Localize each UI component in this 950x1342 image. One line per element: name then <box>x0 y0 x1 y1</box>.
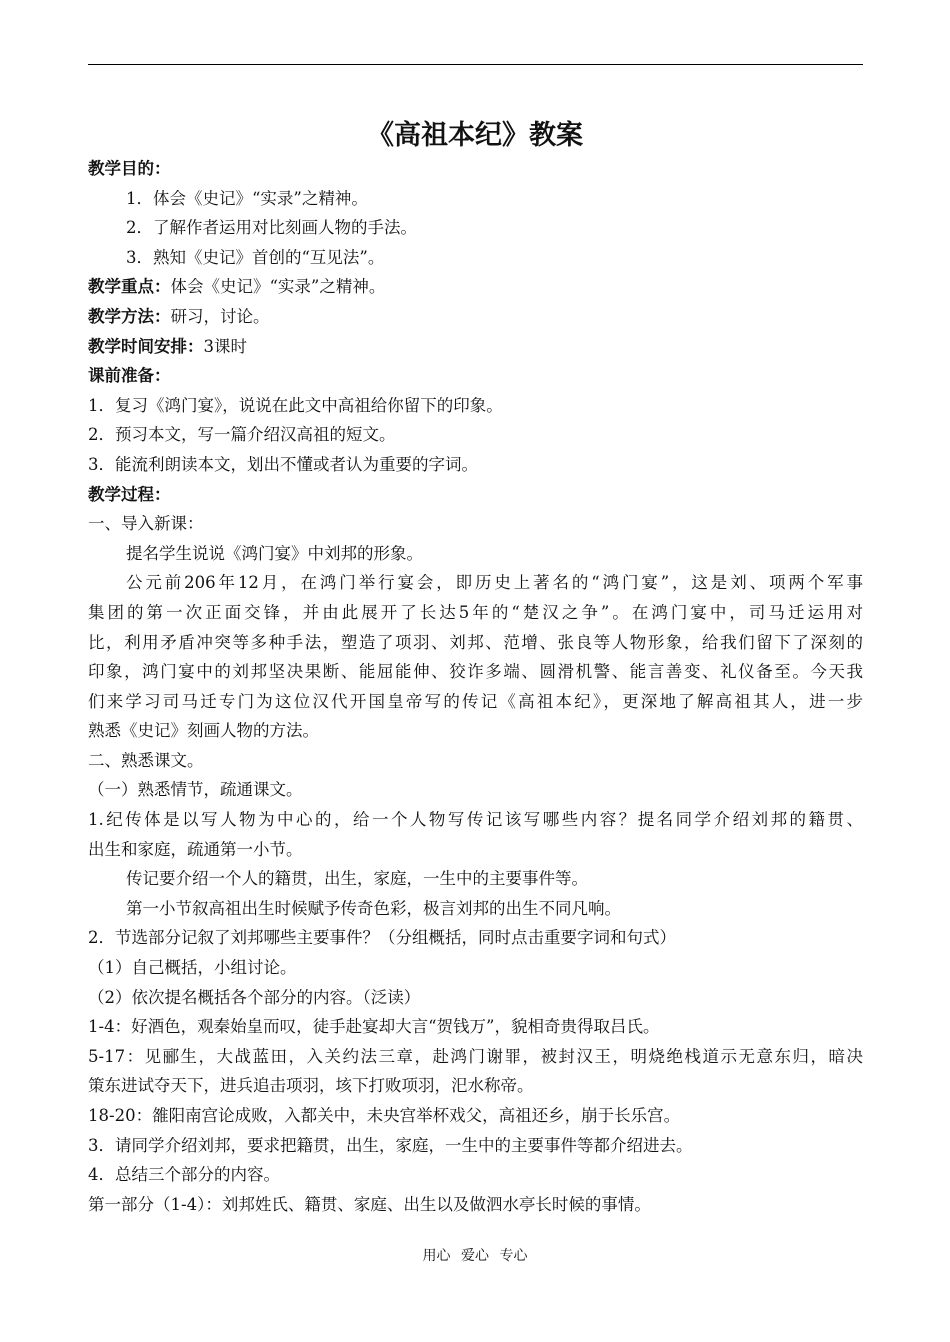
answer-paragraph: 第一小节叙高祖出生时候赋予传奇色彩，极言刘邦的出生不同凡响。 <box>126 898 621 918</box>
header-rule <box>88 64 863 65</box>
focus-text: 体会《史记》“实录”之精神。 <box>170 277 386 297</box>
intro-paragraph: 提名学生说说《鸿门宴》中刘邦的形象。 <box>126 543 423 563</box>
intro-text-line: 印象，鸿门宴中的刘邦坚决果断、能屈能伸、狡诈多端、圆滑机警、能言善变、礼仪备至。今天我 <box>88 662 863 682</box>
method-line <box>88 302 863 332</box>
intro-text-line: 熟悉《史记》刻画人物的方法。 <box>88 721 319 741</box>
intro-text-line: 集团的第一次正面交锋，并由此展开了长达5年的“楚汉之争”。在鸿门宴中，司马迁运用对 <box>88 602 863 622</box>
question-line: 出生和家庭，疏通第一小节。 <box>88 839 303 859</box>
part-summary: 策东进试夺天下，进兵追击项羽，垓下打败项羽，汜水称帝。 <box>88 1076 534 1096</box>
answer-paragraph: 传记要介绍一个人的籍贯，出生，家庭，一生中的主要事件等。 <box>126 869 588 889</box>
document-body <box>88 154 863 1219</box>
subsection-heading: （一）熟悉情节，疏通课文。 <box>88 780 303 800</box>
footer-text: 专心 <box>499 1248 528 1264</box>
part-summary: 1-4：好酒色，观秦始皇而叹，徒手赴宴却大言“贺钱万”，貌相奇贵得取吕氏。 <box>88 1017 660 1037</box>
summary-line: 第一部分（1-4）：刘邦姓氏、籍贯、家庭、出生以及做泗水亭长时候的事情。 <box>88 1194 651 1214</box>
footer-text: 用心 <box>422 1248 451 1264</box>
page-title: 《高祖本纪》教案 <box>367 120 583 151</box>
part-summary: 5-17：见郦生，大战蓝田，入关约法三章，赴鸿门谢罪，被封汉王，明烧绝栈道示无意东归，暗决 <box>88 1046 863 1066</box>
intro-heading: 一、导入新课： <box>88 514 204 534</box>
intro-text-line: 们来学习司马迁专门为这位汉代开国皇帝写的传记《高祖本纪》，更深地了解高祖其人，进一步 <box>88 691 863 711</box>
objective-heading: 教学目的： <box>88 159 171 178</box>
process-heading: 教学过程： <box>88 484 171 504</box>
question-line: 1.纪传体是以写人物为中心的，给一个人物写传记该写哪些内容？提名同学介绍刘邦的籍贯、 <box>88 810 863 830</box>
question-line: 4．总结三个部分的内容。 <box>88 1165 280 1185</box>
page-footer <box>0 1245 950 1265</box>
prep-item: 2．预习本文，写一篇介绍汉高祖的短文。 <box>88 425 396 445</box>
objective-item: 2．了解作者运用对比刻画人物的手法。 <box>126 218 417 238</box>
question-line: 3．请同学介绍刘邦，要求把籍贯，出生，家庭，一生中的主要事件等都介绍进去。 <box>88 1135 693 1155</box>
part-summary: 18-20：雒阳南宫论成败，入都关中，未央宫举杯戏父，高祖还乡，崩于长乐宫。 <box>88 1106 681 1125</box>
schedule-line <box>88 332 863 362</box>
question-line: 2．节选部分记叙了刘邦哪些主要事件？（分组概括，同时点击重要字词和句式） <box>88 928 676 948</box>
prep-heading: 课前准备： <box>88 366 171 386</box>
prep-item: 3．能流利朗读本文，划出不懂或者认为重要的字词。 <box>88 454 478 474</box>
focus-label: 教学重点： <box>88 277 171 297</box>
focus-line <box>88 272 863 302</box>
prep-item: 1．复习《鸿门宴》，说说在此文中高祖给你留下的印象。 <box>88 395 503 415</box>
schedule-text: 3课时 <box>203 336 247 356</box>
method-text: 研习，讨论。 <box>170 306 270 326</box>
step-line: （2）依次提名概括各个部分的内容。（泛读） <box>88 987 421 1007</box>
method-label: 教学方法： <box>88 306 171 326</box>
intro-text-line: 比，利用矛盾冲突等多种手法，塑造了项羽、刘邦、范增、张良等人物形象，给我们留下了深刻的 <box>88 632 863 652</box>
schedule-label: 教学时间安排： <box>88 336 204 356</box>
objective-item: 1．体会《史记》“实录”之精神。 <box>126 188 368 208</box>
footer-text: 爱心 <box>461 1248 489 1264</box>
step-line: （1）自己概括，小组讨论。 <box>88 958 297 978</box>
objective-item: 3．熟知《史记》首创的“互见法”。 <box>126 247 385 267</box>
section2-heading: 二、熟悉课文。 <box>88 750 204 770</box>
intro-text-line: 公元前206年12月，在鸿门举行宴会，即历史上著名的“鸿门宴”，这是刘、项两个军事 <box>126 573 863 593</box>
